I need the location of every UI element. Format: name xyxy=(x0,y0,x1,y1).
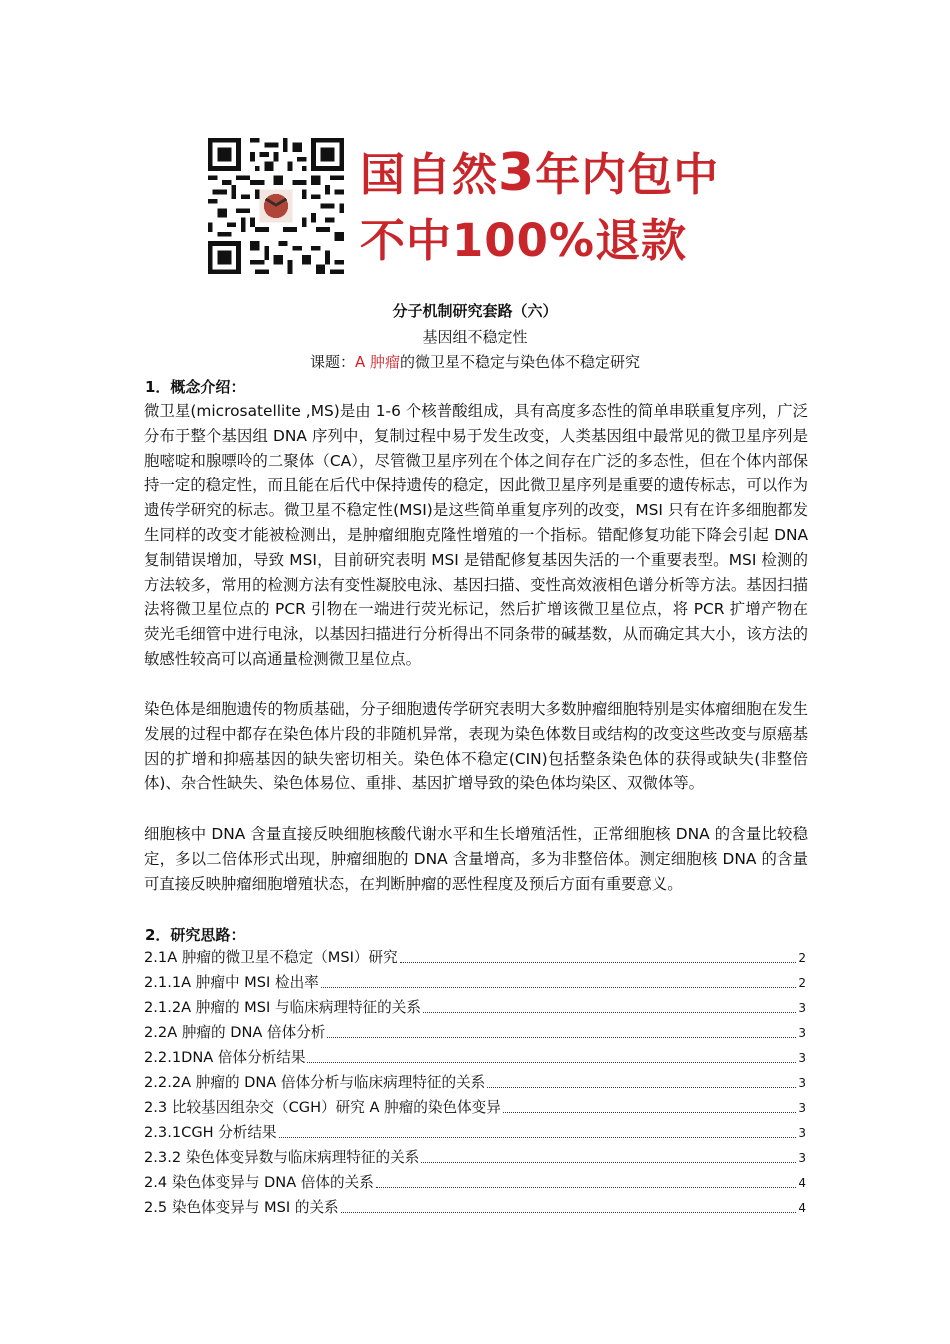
toc-entry[interactable]: 2.2A 肿瘤的 DNA 倍体分析 3 xyxy=(144,1024,806,1041)
toc-entry[interactable]: 2.1A 肿瘤的微卫星不稳定（MSI）研究 2 xyxy=(144,949,806,966)
slogan-line-2: 不中100%退款 xyxy=(360,214,688,267)
paragraph-dna-content: 细胞核中 DNA 含量直接反映细胞核酸代谢水平和生长增殖活性，正常细胞核 DNA 的含量比较稳定，多以二倍体形式出现，肿瘤细胞的 DNA 含量增高，多为非整倍体。测定细胞核 DNA 的含量可直接反映肿瘤细胞增殖状态，在判断肿瘤的恶性程度及预后方面有重要意义。 xyxy=(144,825,808,893)
topic-highlight: A 肿瘤 xyxy=(354,353,401,371)
paragraph-chromosome: 染色体是细胞遗传的物质基础，分子细胞遗传学研究表明大多数肿瘤细胞特别是实体瘤细胞在发生发展的过程中都存在染色体片段的非随机异常，表现为染色体数目或结构的改变这些改变与原癌基因的扩增和抑癌基因的缺失密切相关。染色体不稳定(CIN)包括整条染色体的获得或缺失(非整倍体)、杂合性缺失、染色体易位、重排、基因扩增导致的染色体均染区、双微体等。 xyxy=(144,700,808,793)
document-subtitle: 基因组不稳定性 xyxy=(422,328,528,346)
section-heading-research: 2．研究思路： xyxy=(145,926,246,944)
toc-entry[interactable]: 2.5 染色体变异与 MSI 的关系 4 xyxy=(144,1199,806,1216)
slogan-line-1: 国自然3年内包中 xyxy=(360,143,720,203)
toc-entry[interactable]: 2.1.2A 肿瘤的 MSI 与临床病理特征的关系 3 xyxy=(144,999,806,1016)
qr-code-icon[interactable] xyxy=(208,138,344,274)
topic-line: 课题：A 肿瘤的微卫星不稳定与染色体不稳定研究 xyxy=(309,353,641,371)
toc-entry[interactable]: 2.2.2A 肿瘤的 DNA 倍体分析与临床病理特征的关系 3 xyxy=(144,1074,806,1091)
promo-slogan xyxy=(360,140,719,274)
paragraph-microsatellite: 微卫星(microsatellite ,MS)是由 1-6 个核普酸组成，具有高度多态性的简单串联重复序列，广泛分布于整个基因组 DNA 序列中，复制过程中易于发生改变，人类基因组中最常见的微卫星序列是胞嘧啶和腺嘌呤的二聚体（CA），尽管微卫星序列在个体之间存在广泛的多态性，但在个体内部保持一定的稳定性，而且能在后代中保持遗传的稳定，因此微卫星序列是重要的遗传标志，可以作为遗传学研究的标志。微卫星不稳定性(MSI)是这些简单重复序列的改变，MSI 只有在许多细胞都发生同样的改变才能被检测出，是肿瘤细胞克隆性增殖的一个指标。错配修复功能下降会引起 DNA 复制错误增加，导致 MSI，目前研究表明 MSI 是错配修复基因失活的一个重要表型。MSI 检测的方法较多，常用的检测方法有变性凝胶电泳、基因扫描、变性高效液相色谱分析等方法。基因扫描法将微卫星位点的 PCR 引物在一端进行荧光标记，然后扩增该微卫星位点，将 PCR 扩增产物在荧光毛细管中进行电泳，以基因扫描进行分析得出不同条带的碱基数，从而确定其大小，该方法的敏感性较高可以高通量检测微卫星位点。 xyxy=(144,402,808,668)
document-title: 分子机制研究套路（六） xyxy=(392,302,558,320)
toc-entry[interactable]: 2.3.1CGH 分析结果 3 xyxy=(144,1124,806,1141)
section-heading-concepts: 1．概念介绍： xyxy=(145,378,246,396)
toc-entry[interactable]: 2.2.1DNA 倍体分析结果 3 xyxy=(144,1049,806,1066)
toc-entry[interactable]: 2.1.1A 肿瘤中 MSI 检出率 2 xyxy=(144,974,806,991)
toc-entry[interactable]: 2.4 染色体变异与 DNA 倍体的关系 4 xyxy=(144,1174,806,1191)
promo-banner xyxy=(208,138,748,276)
toc-entry[interactable]: 2.3 比较基因组杂交（CGH）研究 A 肿瘤的染色体变异 3 xyxy=(144,1099,806,1116)
toc-entry[interactable]: 2.3.2 染色体变异数与临床病理特征的关系 3 xyxy=(144,1149,806,1166)
